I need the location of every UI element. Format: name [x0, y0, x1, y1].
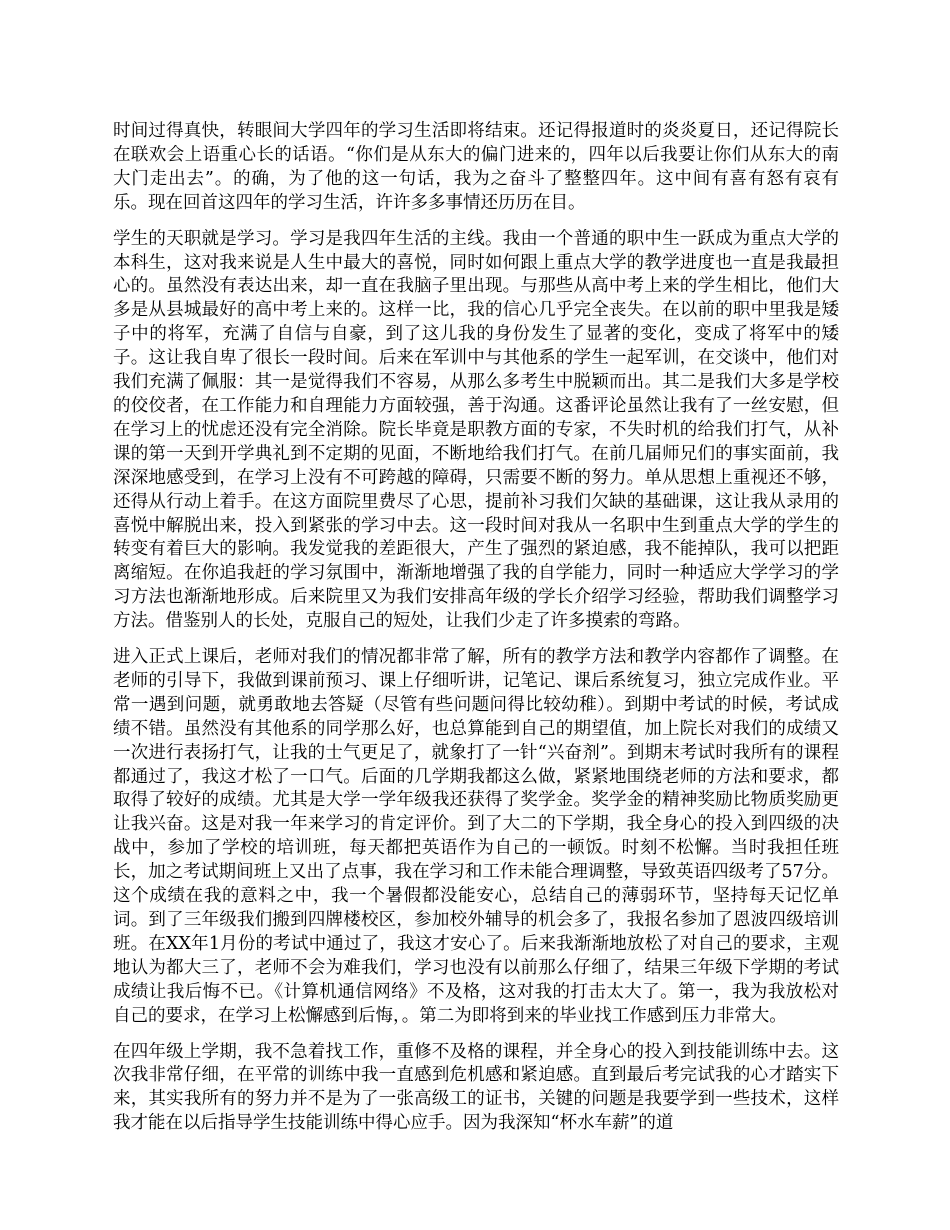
paragraph-study: 学生的天职就是学习。学习是我四年生活的主线。我由一个普通的职中生一跃成为重点大学的本科生，这对我来说是人生中最大的喜悦，同时如何跟上重点大学的教学进度也一直是我最担心的。虽然没有表达出来，却一直在我脑子里出现。与那些从高中考上来的学生相比，他们大多是从县城最好的高中考上来的。这样一比，我的信心几乎完全丧失。在以前的职中里我是矮子中的将军，充满了自信与自豪，到了这儿我的身份发生了显著的变化，变成了将军中的矮子。这让我自卑了很长一段时间。后来在军训中与其他系的学生一起军训，在交谈中，他们对我们充满了佩服：其一是觉得我们不容易，从那么多考生中脱颖而出。其二是我们大多是学校的佼佼者，在工作能力和自理能力方面较强，善于沟通。这番评论虽然让我有了一丝安慰，但在学习上的忧虑还没有完全消除。院长毕竟是职教方面的专家，不失时机的给我们打气，从补课的第一天到开学典礼到不定期的见面，不断地给我们打气。在前几届师兄们的事实面前，我深深地感受到，在学习上没有不可跨越的障碍，只需要不断的努力。单从思想上重视还不够，还得从行动上着手。在这方面院里费尽了心思，提前补习我们欠缺的基础课，这让我从录用的喜悦中解脱出来，投入到紧张的学习中去。这一段时间对我从一名职中生到重点大学的学生的转变有着巨大的影响。我发觉我的差距很大，产生了强烈的紧迫感，我不能掉队，我可以把距离缩短。在你追我赶的学习氛围中，渐渐地增强了我的自学能力，同时一种适应大学学习的学习方法也渐渐地形成。后来院里又为我们安排高年级的学长介绍学习经验，帮助我们调整学习方法。借鉴别人的长处，克服自己的短处，让我们少走了许多摸索的弯路。: [113, 228, 839, 632]
paragraph-intro: 时间过得真快，转眼间大学四年的学习生活即将结束。还记得报道时的炎炎夏日，还记得院长在联欢会上语重心长的话语。“你们是从东大的偏门进来的，四年以后我要让你们从东大的南大门走出去”。的确，为了他的这一句话，我为之奋斗了整整四年。这中间有喜有怒有哀有乐。现在回首这四年的学习生活，许许多多事情还历历在目。: [113, 121, 839, 213]
paragraph-coursework: 进入正式上课后，老师对我们的情况都非常了解，所有的教学方法和教学内容都作了调整。在老师的引导下，我做到课前预习、课上仔细听讲，记笔记、课后系统复习，独立完成作业。平常一遇到问题，就勇敢地去答疑（尽管有些问题问得比较幼稚）。到期中考试的时候，考试成绩不错。虽然没有其他系的同学那么好，也总算能到自己的期望值，加上院长对我们的成绩又一次进行表扬打气，让我的士气更足了，就象打了一针“兴奋剂”。到期末考试时我所有的课程都通过了，我这才松了一口气。后面的几学期我都这么做，紧紧地围绕老师的方法和要求，都取得了较好的成绩。尤其是大学一学年级我还获得了奖学金。奖学金的精神奖励比物质奖励更让我兴奋。这是对我一年来学习的肯定评价。到了大二的下学期，我全身心的投入到四级的决战中，参加了学校的培训班，每天都把英语作为自己的一顿饭。时刻不松懈。当时我担任班长，加之考试期间班上又出了点事，我在学习和工作未能合理调整，导致英语四级考了57分。这个成绩在我的意料之中，我一个暑假都没能安心，总结自己的薄弱环节，坚持每天记忆单词。到了三年级我们搬到四牌楼校区，参加校外辅导的机会多了，我报名参加了恩波四级培训班。在XX年1月份的考试中通过了，我这才安心了。后来我渐渐地放松了对自己的要求，主观地认为都大三了，老师不会为难我们，学习也没有以前那么仔细了，结果三年级下学期的考试成绩让我后悔不已。《计算机通信网络》不及格，这对我的打击太大了。第一，我为我放松对自己的要求，在学习上松懈感到后悔，。第二为即将到来的毕业找工作感到压力非常大。: [113, 647, 839, 1026]
paragraph-final-year: 在四年级上学期，我不急着找工作，重修不及格的课程，并全身心的投入到技能训练中去。这次我非常仔细，在平常的训练中我一直感到危机感和紧迫感。直到最后考完试我的心才踏实下来，其实我所有的努力并不是为了一张高级工的证书，关键的问题是我要学到一些技术，这样我才能在以后指导学生技能训练中得心应手。因为我深知“杯水车薪”的道: [113, 1041, 839, 1134]
document-body: [113, 120, 839, 1136]
